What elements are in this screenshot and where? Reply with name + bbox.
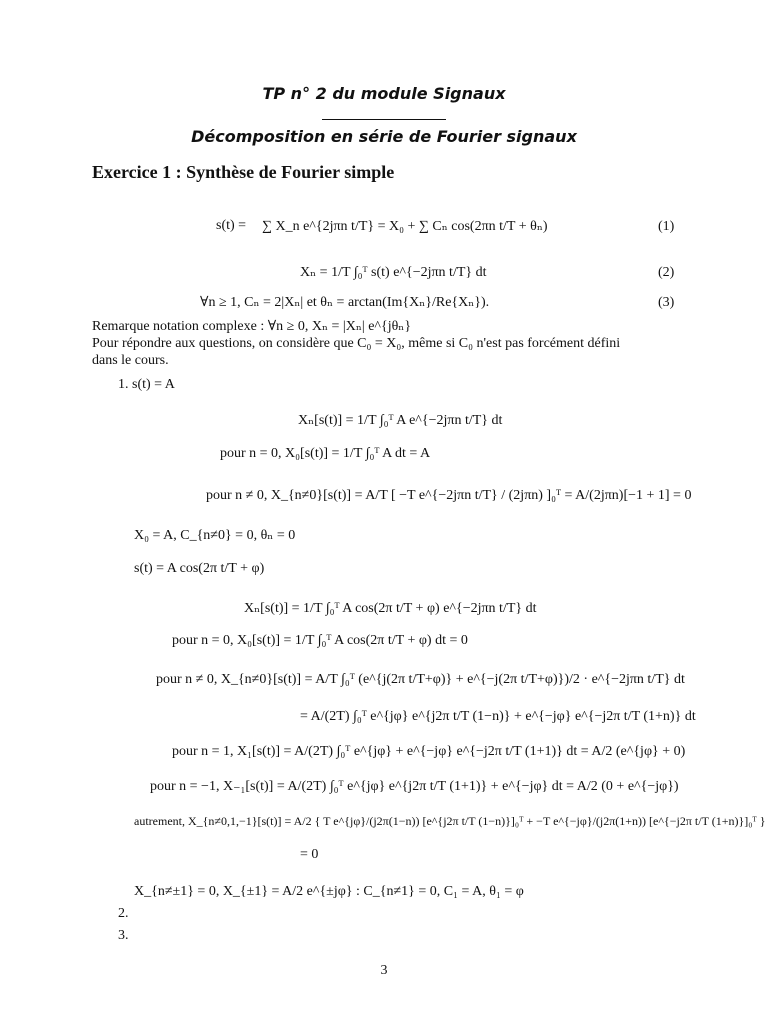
part2-line-2: pour n = 0, X₀[s(t)] = 1/T ∫₀ᵀ A cos(2π t/T + φ) dt = 0	[172, 633, 468, 648]
remark-line-2: dans le cours.	[92, 353, 169, 368]
part2-line-3: pour n ≠ 0, X_{n≠0}[s(t)] = A/T ∫₀ᵀ (e^{j(2π t/T+φ)} + e^{−j(2π t/T+φ)})/2 · e^{−2jπn t/T} dt	[156, 672, 685, 687]
list-item-2: 2.	[118, 906, 129, 921]
part2-line-8: = 0	[300, 847, 319, 862]
equation-3: ∀n ≥ 1, Cₙ = 2|Xₙ| et θₙ = arctan(Im{Xₙ}/Re{Xₙ}).	[200, 295, 490, 310]
part1-line-3: pour n ≠ 0, X_{n≠0}[s(t)] = A/T [ −T e^{−2jπn t/T} / (2jπn) ]₀ᵀ = A/(2jπn)[−1 + 1] = 0	[206, 488, 692, 503]
part2-line-5: pour n = 1, X₁[s(t)] = A/(2T) ∫₀ᵀ e^{jφ} + e^{−jφ} e^{−j2π t/T (1+1)} dt = A/2 (e^{jφ} + 0)	[172, 744, 686, 759]
document-title: TP n° 2 du module Signaux	[262, 84, 506, 103]
document-subtitle: Décomposition en série de Fourier signaux	[191, 127, 577, 146]
part2-line-6: pour n = −1, X₋₁[s(t)] = A/(2T) ∫₀ᵀ e^{jφ} e^{j2π t/T (1+1)} + e^{−jφ} dt = A/2 (0 + e^{−jφ})	[150, 779, 679, 794]
equation-1-lhs: s(t) =	[216, 218, 247, 233]
part2-line-4: = A/(2T) ∫₀ᵀ e^{jφ} e^{j2π t/T (1−n)} + e^{−jφ} e^{−j2π t/T (1+n)} dt	[300, 709, 696, 724]
part1-line-1: Xₙ[s(t)] = 1/T ∫₀ᵀ A e^{−2jπn t/T} dt	[298, 413, 503, 428]
equation-3-number: (3)	[658, 295, 675, 310]
section-heading: Exercice 1 : Synthèse de Fourier simple	[92, 162, 395, 182]
equation-2-number: (2)	[658, 265, 675, 280]
remark-line-1: Pour répondre aux questions, on considère que C₀ = X₀, même si C₀ n'est pas forcément défini	[92, 336, 621, 351]
equation-1-number: (1)	[658, 219, 675, 234]
page-number: 3	[380, 963, 388, 978]
part1-line-2: pour n = 0, X₀[s(t)] = 1/T ∫₀ᵀ A dt = A	[220, 446, 431, 461]
part2-line-1: Xₙ[s(t)] = 1/T ∫₀ᵀ A cos(2π t/T + φ) e^{−2jπn t/T} dt	[244, 601, 537, 616]
part2-heading: s(t) = A cos(2π t/T + φ)	[134, 561, 265, 576]
equation-1: ∑ X_n e^{2jπn t/T} = X₀ + ∑ Cₙ cos(2πn t/T + θₙ)	[262, 219, 548, 234]
list-item-1: 1. s(t) = A	[118, 377, 175, 392]
title-rule	[322, 119, 446, 120]
part2-result: X_{n≠±1} = 0, X_{±1} = A/2 e^{±jφ} : C_{n≠1} = 0, C₁ = A, θ₁ = φ	[134, 884, 524, 899]
part1-result: X₀ = A, C_{n≠0} = 0, θₙ = 0	[134, 528, 296, 543]
remark-complex-notation: Remarque notation complexe : ∀n ≥ 0, Xₙ = |Xₙ| e^{jθₙ}	[92, 319, 412, 334]
equation-2: Xₙ = 1/T ∫₀ᵀ s(t) e^{−2jπn t/T} dt	[300, 265, 487, 280]
list-item-3: 3.	[118, 928, 129, 943]
part2-line-7: autrement, X_{n≠0,1,−1}[s(t)] = A/2 { T e^{jφ}/(j2π(1−n)) [e^{j2π t/T (1−n)}]₀ᵀ + −T e^{−jφ}/(j2π(1+n)) [e^{−j2π t/T (1+n)}]₀ᵀ }	[134, 814, 766, 828]
